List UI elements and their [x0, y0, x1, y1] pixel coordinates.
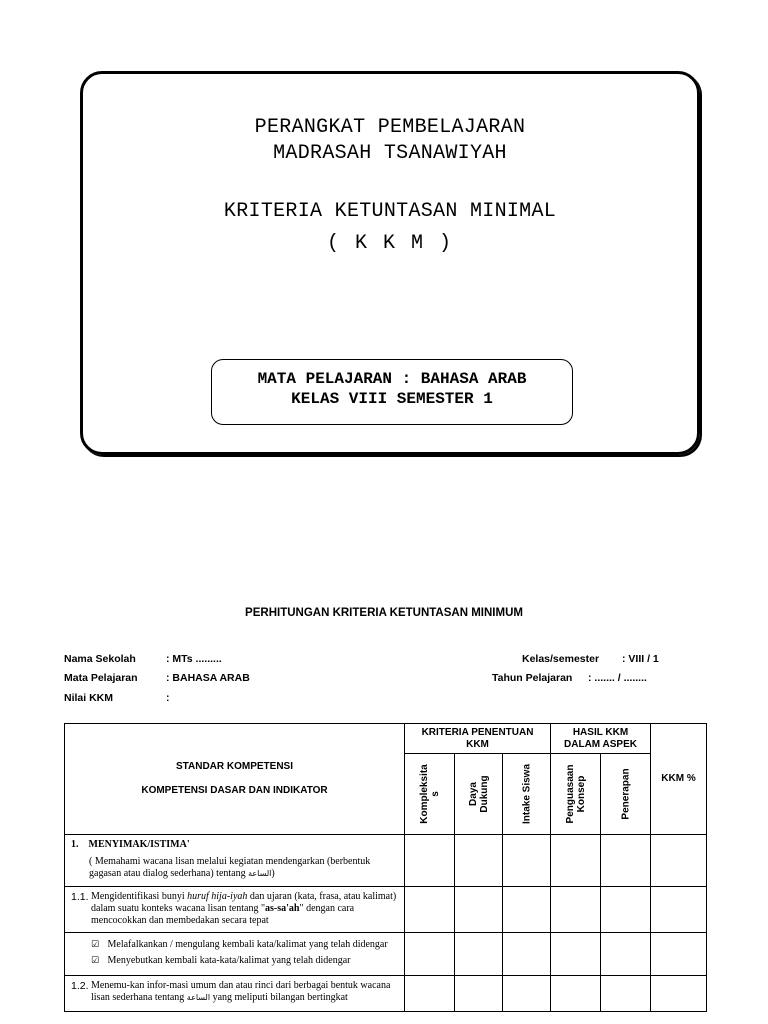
cell	[503, 933, 551, 976]
cell	[455, 976, 503, 1012]
kkm-percent-header: KKM %	[651, 724, 707, 835]
penguasaan-header	[551, 754, 601, 835]
cell	[405, 887, 455, 933]
row-1-number: 1.	[71, 839, 79, 850]
row-1-title: MENYIMAK/ISTIMA'	[88, 839, 190, 850]
row-1-1-text-a: Mengidentifikasi bunyi	[91, 891, 185, 902]
table-row	[65, 835, 707, 887]
class-semester-label: Kelas/semester	[522, 653, 600, 665]
penerapan-label: Penerapan	[620, 768, 632, 820]
basic-competence-header: KOMPETENSI DASAR DAN INDIKATOR	[141, 785, 328, 796]
cell	[601, 835, 651, 887]
cover-frame	[80, 71, 700, 455]
class-semester-value: : VIII / 1	[622, 653, 659, 665]
cover-title-line-1: PERANGKAT PEMBELAJARAN	[254, 116, 526, 139]
school-year-label: Tahun Pelajaran	[492, 672, 573, 684]
row-1-2-arabic: الساعة	[186, 993, 211, 1002]
class-line: KELAS VIII SEMESTER 1	[291, 390, 493, 408]
cell	[601, 976, 651, 1012]
indicator-item	[91, 953, 398, 969]
cell	[503, 835, 551, 887]
kkm-value: :	[166, 692, 170, 704]
row-1-arabic: الساعة	[248, 869, 272, 878]
row-1-1-text-b: huruf hija-iyah	[187, 891, 248, 902]
cell	[601, 887, 651, 933]
row-1-1-text-cell	[65, 887, 405, 933]
cell	[601, 933, 651, 976]
indicator-item-2: Menyebutkan kembali kata-kata/kalimat yang telah didengar	[107, 955, 351, 966]
row-1-2-number: 1.2.	[71, 980, 89, 992]
table-row	[65, 933, 707, 976]
intake-header	[503, 754, 551, 835]
subject-label: Mata Pelajaran	[64, 672, 138, 684]
cell	[651, 976, 707, 1012]
cover-title-line-2: MADRASAH TSANAWIYAH	[273, 142, 507, 165]
cell	[503, 887, 551, 933]
row-1-description: ( Memahami wacana lisan melalui kegiatan mendengarkan (berbentuk gagasan atau dialog sederhana) tentang	[89, 856, 371, 879]
indicator-list-cell	[65, 933, 405, 976]
cell	[551, 933, 601, 976]
subject-line: MATA PELAJARAN : BAHASA ARAB	[257, 370, 527, 388]
cell	[651, 835, 707, 887]
cell	[455, 835, 503, 887]
row-1-2-text-b: yang meliputi bilangan bertingkat	[212, 992, 348, 1003]
checkbox-icon: ☑	[91, 956, 100, 966]
standard-header: STANDAR KOMPETENSI	[175, 761, 294, 772]
subject-value: : BAHASA ARAB	[166, 672, 250, 684]
subject-box	[211, 359, 573, 425]
kriteria-header-text: KRITERIA PENENTUAN KKM	[421, 726, 534, 750]
daya-dukung-header	[455, 754, 503, 835]
cell	[405, 976, 455, 1012]
cell	[651, 887, 707, 933]
penguasaan-label: Penguasaan Konsep	[564, 764, 587, 824]
cell	[503, 976, 551, 1012]
cover-title-line-4: ( K K M )	[326, 232, 454, 255]
cell	[455, 887, 503, 933]
school-label: Nama Sekolah	[64, 653, 136, 665]
table-row	[65, 976, 707, 1012]
document-title: PERHITUNGAN KRITERIA KETUNTASAN MINIMUM	[245, 607, 523, 619]
cell	[405, 835, 455, 887]
cell	[455, 933, 503, 976]
row-1-1-text-d: as-sa'ah	[265, 903, 300, 914]
row-1-1-number: 1.1.	[71, 891, 89, 903]
table-row	[65, 887, 707, 933]
school-value: : MTs .........	[166, 653, 222, 665]
cover-title-line-3: KRITERIA KETUNTASAN MINIMAL	[223, 200, 557, 223]
daya-dukung-label: Daya Dukung	[467, 775, 490, 813]
indicator-item	[91, 937, 398, 953]
kriteria-header	[405, 724, 551, 754]
intake-label: Intake Siswa	[521, 763, 532, 825]
row-1-2-text-cell	[65, 976, 405, 1012]
row-1-1-text-c: dan ujaran (kata, frasa, atau kalimat) dalam suatu konteks wacana lisan tentang "	[91, 891, 397, 914]
kompleksitas-header	[405, 754, 455, 835]
cell	[405, 933, 455, 976]
standard-header-cell	[65, 724, 405, 835]
kompleksitas-label: Kompleksitas	[418, 764, 441, 824]
hasil-header-text: HASIL KKM DALAM ASPEK	[564, 726, 637, 750]
cell	[651, 933, 707, 976]
kkm-table	[64, 723, 707, 1012]
cell	[551, 835, 601, 887]
school-year-value: : ....... / ........	[588, 672, 647, 684]
indicator-item-1: Melafalkankan / mengulang kembali kata/kalimat yang telah didengar	[107, 939, 388, 950]
row-1-2-text-a: Menemu-kan infor-masi umum dan atau rinci dari berbagai bentuk wacana lisan sederhana tentang	[91, 980, 391, 1003]
cell	[551, 976, 601, 1012]
hasil-header	[551, 724, 651, 754]
row-1-text-cell	[65, 835, 405, 887]
row-1-tail: )	[271, 868, 275, 879]
penerapan-header	[601, 754, 651, 835]
checkbox-icon: ☑	[91, 940, 100, 950]
row-1-1-text-e: " dengan cara mencocokkan dan membedakan secara tepat	[91, 903, 355, 926]
cell	[551, 887, 601, 933]
kkm-label: Nilai KKM	[64, 692, 114, 704]
